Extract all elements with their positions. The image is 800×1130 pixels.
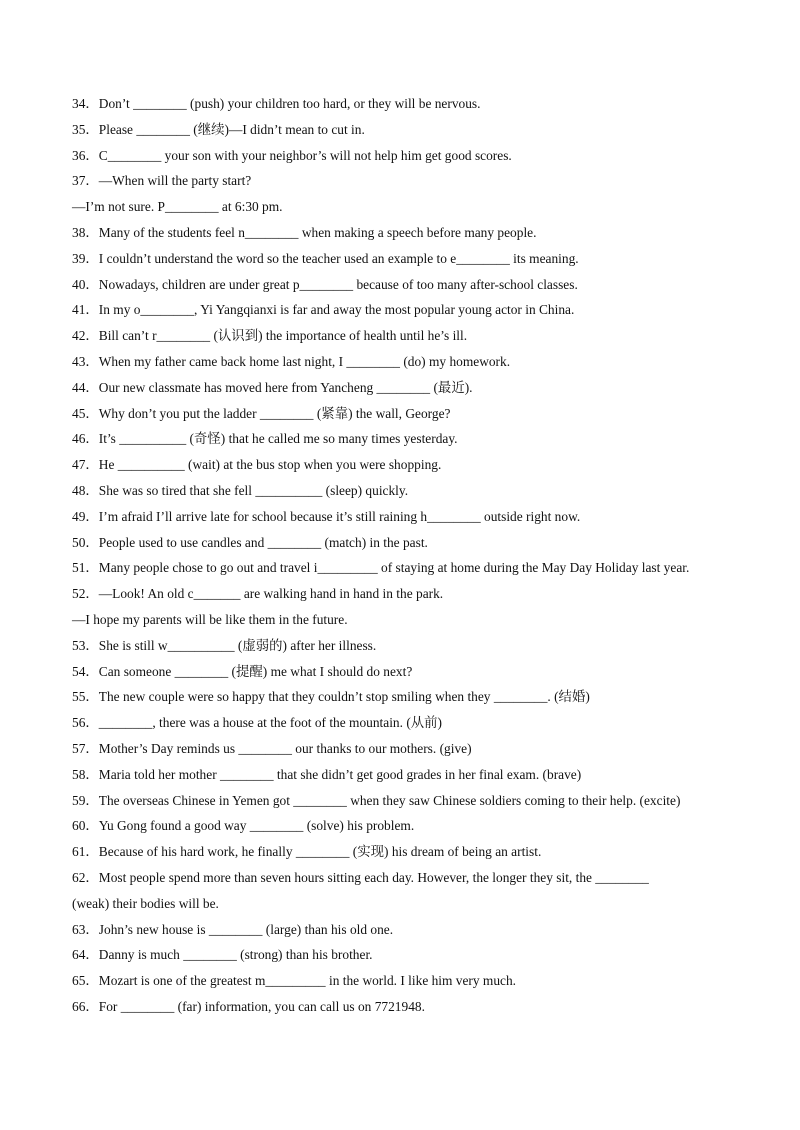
question-59: 59．The overseas Chinese in Yemen got ________ when they saw Chinese soldiers coming to their help. (excite) <box>72 792 681 808</box>
question-43: 43．When my father came back home last night, I ________ (do) my homework. <box>72 353 511 369</box>
question-35: 35．Please ________ (继续)—I didn’t mean to cut in. <box>72 121 365 137</box>
question-40: 40．Nowadays, children are under great p________ because of too many after-school classes. <box>72 276 578 292</box>
question-50: 50．People used to use candles and ________ (match) in the past. <box>72 534 428 550</box>
question-66: 66．For ________ (far) information, you can call us on 7721948. <box>72 998 425 1014</box>
question-34: 34．Don’t ________ (push) your children too hard, or they will be nervous. <box>72 96 481 111</box>
question-56: 56．________, there was a house at the foot of the mountain. (从前) <box>72 715 443 731</box>
question-49: 49．I’m afraid I’ll arrive late for school because it’s still raining h________ outside right now. <box>72 508 581 524</box>
question-60: 60．Yu Gong found a good way ________ (solve) his problem. <box>72 818 415 834</box>
question-63: 63．John’s new house is ________ (large) than his old one. <box>72 921 394 937</box>
question-64: 64．Danny is much ________ (strong) than his brother. <box>72 947 373 963</box>
question-36: 36．C________ your son with your neighbor’s will not help him get good scores. <box>72 147 512 163</box>
question-37-reply: —I’m not sure. P________ at 6:30 pm. <box>72 199 283 215</box>
question-38: 38．Many of the students feel n________ when making a speech before many people. <box>72 224 537 240</box>
question-44: 44．Our new classmate has moved here from Yancheng ________ (最近). <box>72 379 473 395</box>
question-65: 65．Mozart is one of the greatest m_________ in the world. I like him very much. <box>72 973 517 989</box>
question-55: 55．The new couple were so happy that they couldn’t stop smiling when they ________. (结婚) <box>72 689 590 705</box>
question-47: 47．He __________ (wait) at the bus stop when you were shopping. <box>72 457 442 473</box>
question-list <box>72 94 772 1023</box>
question-41: 41．In my o________, Yi Yangqianxi is far and away the most popular young actor in China. <box>72 302 575 318</box>
question-57: 57．Mother’s Day reminds us ________ our thanks to our mothers. (give) <box>72 740 472 756</box>
question-61: 61．Because of his hard work, he finally ________ (实现) his dream of being an artist. <box>72 844 542 860</box>
question-62: 62．Most people spend more than seven hours sitting each day. However, the longer they sit, the ________ <box>72 869 649 885</box>
question-53: 53．She is still w__________ (虚弱的) after her illness. <box>72 637 377 653</box>
question-37: 37．—When will the party start? <box>72 173 252 189</box>
question-46: 46．It’s __________ (奇怪) that he called me so many times yesterday. <box>72 431 458 447</box>
question-48: 48．She was so tired that she fell __________ (sleep) quickly. <box>72 482 409 498</box>
question-52: 52．—Look! An old c_______ are walking hand in hand in the park. <box>72 586 444 602</box>
question-54: 54．Can someone ________ (提醒) me what I should do next? <box>72 663 413 679</box>
question-42: 42．Bill can’t r________ (认识到) the importance of health until he’s ill. <box>72 328 468 344</box>
question-62-continued: (weak) their bodies will be. <box>72 895 219 911</box>
question-51: 51．Many people chose to go out and travel i_________ of staying at home during the May Day Holiday last year. <box>72 560 690 576</box>
question-52-reply: —I hope my parents will be like them in the future. <box>72 611 348 627</box>
question-58: 58．Maria told her mother ________ that she didn’t get good grades in her final exam. (brave) <box>72 766 582 782</box>
question-45: 45．Why don’t you put the ladder ________ (紧靠) the wall, George? <box>72 405 451 421</box>
question-39: 39．I couldn’t understand the word so the teacher used an example to e________ its meaning. <box>72 250 579 266</box>
